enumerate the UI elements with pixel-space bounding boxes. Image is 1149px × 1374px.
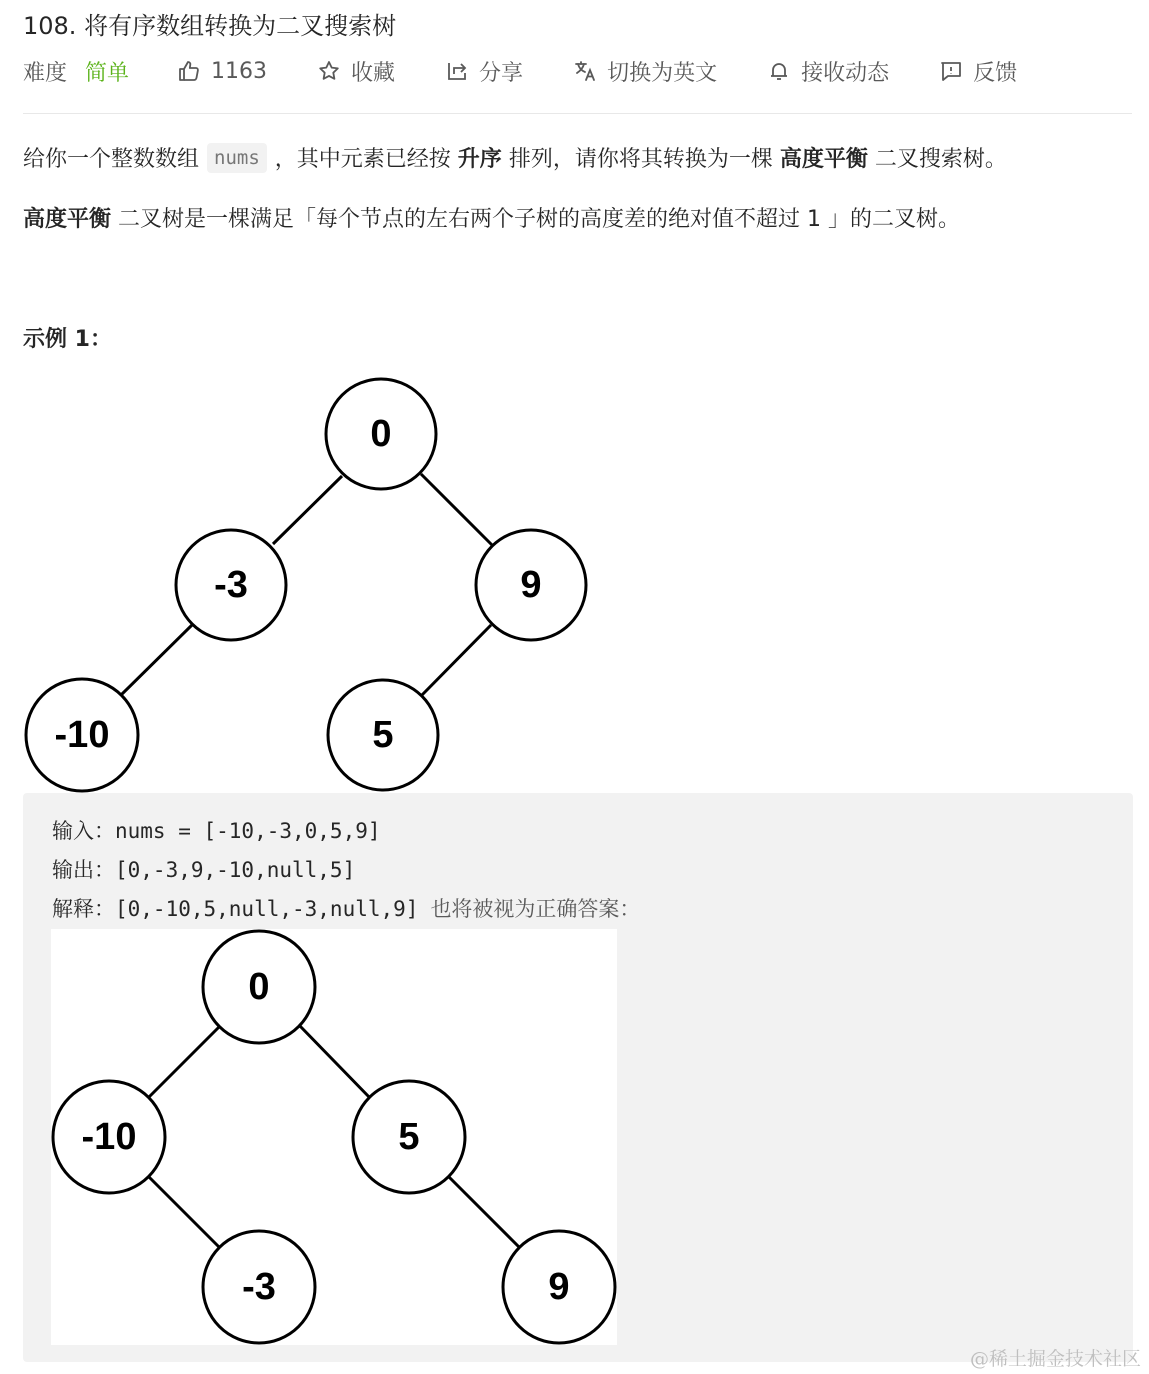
- difficulty-badge: 简单: [85, 60, 130, 86]
- svg-text:0: 0: [370, 413, 392, 455]
- tree-edge: [449, 1177, 521, 1249]
- description-paragraph-1: [23, 142, 1007, 173]
- explanation-note: 也将被视为正确答案：: [430, 897, 641, 921]
- watermark: @稀土掘金技术社区: [969, 1348, 1141, 1370]
- bold-height-balanced: 高度平衡: [23, 207, 112, 232]
- tree-node: [53, 1081, 165, 1193]
- explanation-label: 解释：: [52, 897, 115, 921]
- thumbs-up-icon: [177, 59, 201, 83]
- input-label: 输入：: [52, 819, 115, 843]
- like-button[interactable]: [177, 59, 267, 84]
- input-value: nums = [-10,-3,0,5,9]: [115, 819, 381, 843]
- tree-edge: [299, 1025, 371, 1099]
- description-text: 二叉搜索树。: [874, 147, 1007, 172]
- tree-node: [176, 530, 286, 640]
- tree-node: [326, 379, 436, 489]
- tree-node: [328, 680, 438, 790]
- tree-edge: [273, 476, 342, 544]
- switch-language-button[interactable]: [573, 56, 717, 87]
- feedback-button[interactable]: [939, 56, 1017, 87]
- favorite-label: 收藏: [351, 60, 396, 86]
- explanation-value: [0,-10,5,null,-3,null,9]: [115, 897, 419, 921]
- svg-text:-10: -10: [81, 1116, 137, 1158]
- subscribe-button[interactable]: [767, 56, 889, 87]
- switch-language-label: 切换为英文: [607, 60, 718, 86]
- problem-title: 108. 将有序数组转换为二叉搜索树: [23, 12, 397, 40]
- tree-edge: [422, 625, 491, 695]
- feedback-label: 反馈: [973, 60, 1018, 86]
- description-text: ，其中元素已经按: [274, 147, 451, 172]
- example-explanation-line: [52, 893, 640, 923]
- example-title: 示例 1：: [23, 327, 112, 352]
- svg-text:5: 5: [372, 714, 394, 756]
- tree-node: [353, 1081, 465, 1193]
- output-label: 输出：: [52, 858, 115, 882]
- share-label: 分享: [479, 60, 524, 86]
- svg-text:-3: -3: [242, 1266, 276, 1308]
- tree-edge: [149, 1027, 219, 1097]
- subscribe-label: 接收动态: [801, 60, 890, 86]
- share-button[interactable]: [445, 56, 523, 87]
- tree-node: [203, 1231, 315, 1343]
- description-text: 二叉树是一棵满足「每个节点的左右两个子树的高度差的绝对值不超过 1 」的二叉树。: [118, 207, 961, 232]
- tree-edge: [121, 625, 192, 695]
- description-text: 排列，请你将其转换为一棵: [508, 147, 773, 172]
- svg-text:9: 9: [520, 564, 542, 606]
- like-count: 1163: [211, 58, 268, 84]
- svg-text:9: 9: [548, 1266, 570, 1308]
- problem-meta-bar: [23, 54, 1017, 88]
- star-icon: [317, 59, 341, 83]
- description-text: 给你一个整数数组: [23, 147, 200, 172]
- favorite-button[interactable]: [317, 56, 395, 87]
- svg-text:5: 5: [398, 1116, 420, 1158]
- tree-node: [503, 1231, 615, 1343]
- share-icon: [445, 59, 469, 83]
- bell-icon: [767, 59, 791, 83]
- tree-edge: [421, 474, 492, 545]
- header-divider: [23, 113, 1132, 114]
- example-input-line: [52, 815, 381, 845]
- inline-code-nums: nums: [207, 143, 267, 173]
- tree-node: [26, 679, 138, 791]
- alternate-tree-diagram: [51, 929, 617, 1345]
- bold-ascending: 升序: [457, 147, 502, 172]
- description-paragraph-2: [23, 202, 960, 233]
- tree-node: [476, 530, 586, 640]
- svg-text:-10: -10: [54, 714, 110, 756]
- svg-text:0: 0: [248, 966, 270, 1008]
- bold-height-balanced: 高度平衡: [779, 147, 868, 172]
- translate-icon: [573, 59, 597, 83]
- feedback-icon: [939, 59, 963, 83]
- tree-edge: [149, 1177, 221, 1249]
- example-output-line: [52, 854, 355, 884]
- output-value: [0,-3,9,-10,null,5]: [115, 858, 356, 882]
- difficulty-label: 难度: [23, 60, 68, 86]
- example-tree-diagram: [20, 372, 600, 797]
- svg-text:-3: -3: [214, 564, 248, 606]
- tree-node: [203, 931, 315, 1043]
